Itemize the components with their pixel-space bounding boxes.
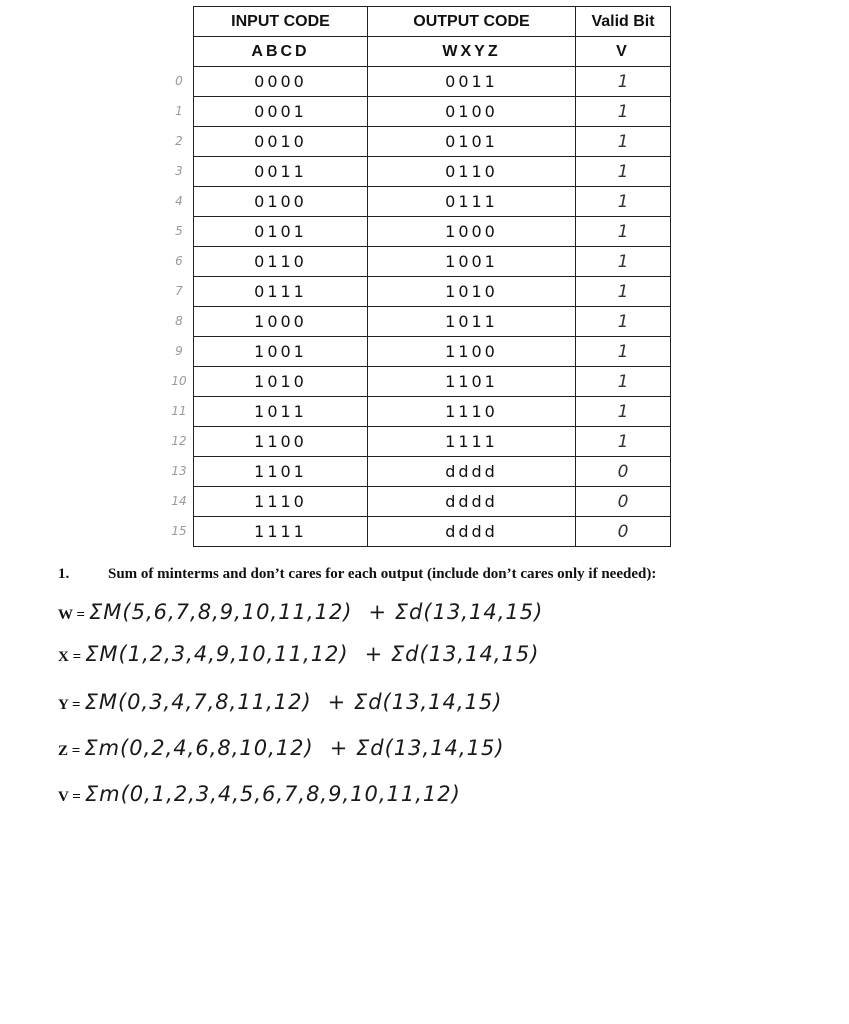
question-1 [58, 566, 656, 583]
equation-minterms: Σm(0,2,4,6,8,10,12) [84, 736, 314, 760]
equation-line [58, 736, 505, 760]
input-code-cell: 0111 [194, 277, 368, 307]
row-index-annotation: 7 [175, 284, 183, 298]
table-row [194, 187, 671, 217]
valid-bit-cell: 1 [576, 187, 671, 217]
equation-dont-cares: + Σd(13,14,15) [368, 600, 544, 624]
row-index-annotation: 10 [171, 374, 187, 388]
input-code-cell: 0000 [194, 67, 368, 97]
valid-bit-cell: 1 [576, 67, 671, 97]
input-variables-header: ABCD [194, 37, 368, 67]
equation-label: Z = [58, 743, 81, 759]
output-code-cell: 1010 [368, 277, 576, 307]
valid-bit-cell: 1 [576, 307, 671, 337]
table-row [194, 367, 671, 397]
input-code-cell: 1000 [194, 307, 368, 337]
equation-dont-cares: + Σd(13,14,15) [364, 642, 540, 666]
output-variables-header: WXYZ [368, 37, 576, 67]
row-index-annotation: 13 [171, 464, 187, 478]
table-row [194, 157, 671, 187]
table-row [194, 97, 671, 127]
table-row [194, 337, 671, 367]
equation-line [58, 642, 539, 666]
output-code-cell: 1100 [368, 337, 576, 367]
truth-table [193, 6, 671, 547]
valid-bit-header: Valid Bit [576, 7, 671, 37]
equation-label: W = [58, 607, 86, 623]
question-text: Sum of minterms and don’t cares for each output (include don’t cares only if needed): [108, 566, 657, 582]
output-code-cell: 0111 [368, 187, 576, 217]
output-code-cell: dddd [368, 517, 576, 547]
valid-bit-cell: 0 [576, 487, 671, 517]
output-code-cell: 0110 [368, 157, 576, 187]
equation-dont-cares: + Σd(13,14,15) [329, 736, 505, 760]
valid-bit-cell: 1 [576, 217, 671, 247]
table-row [194, 127, 671, 157]
valid-bit-cell: 1 [576, 157, 671, 187]
valid-bit-cell: 1 [576, 427, 671, 457]
valid-bit-cell: 1 [576, 247, 671, 277]
equation-dont-cares: + Σd(13,14,15) [327, 690, 503, 714]
table-row [194, 517, 671, 547]
equation-minterms: ΣM(0,3,4,7,8,11,12) [84, 690, 312, 714]
valid-bit-cell: 0 [576, 457, 671, 487]
output-code-cell: 1011 [368, 307, 576, 337]
valid-bit-cell: 1 [576, 337, 671, 367]
equation-label: X = [58, 649, 82, 665]
table-row [194, 487, 671, 517]
table-row [194, 307, 671, 337]
valid-bit-cell: 1 [576, 277, 671, 307]
row-index-annotation: 11 [171, 404, 187, 418]
table-row [194, 427, 671, 457]
equation-label: V = [58, 789, 81, 805]
question-number: 1. [58, 566, 70, 582]
input-code-cell: 1001 [194, 337, 368, 367]
equation-line [58, 690, 502, 714]
row-index-annotation: 15 [171, 524, 187, 538]
input-code-cell: 0101 [194, 217, 368, 247]
row-index-annotation: 6 [175, 254, 183, 268]
valid-bit-cell: 0 [576, 517, 671, 547]
row-index-annotation: 9 [175, 344, 183, 358]
equation-minterms: ΣM(5,6,7,8,9,10,11,12) [89, 600, 353, 624]
row-index-annotation: 4 [175, 194, 183, 208]
input-code-cell: 1011 [194, 397, 368, 427]
valid-bit-cell: 1 [576, 397, 671, 427]
input-code-cell: 0001 [194, 97, 368, 127]
output-code-cell: 1001 [368, 247, 576, 277]
valid-bit-cell: 1 [576, 367, 671, 397]
equation-label: Y = [58, 697, 81, 713]
input-code-cell: 0010 [194, 127, 368, 157]
table-row [194, 277, 671, 307]
row-index-annotation: 5 [175, 224, 183, 238]
output-code-cell: 1101 [368, 367, 576, 397]
output-code-cell: dddd [368, 457, 576, 487]
equation-minterms: Σm(0,1,2,3,4,5,6,7,8,9,10,11,12) [84, 782, 461, 806]
output-code-header: OUTPUT CODE [368, 7, 576, 37]
output-code-cell: 0100 [368, 97, 576, 127]
row-index-annotation: 2 [175, 134, 183, 148]
truth-table-body [194, 67, 671, 547]
output-code-cell: dddd [368, 487, 576, 517]
valid-bit-cell: 1 [576, 97, 671, 127]
output-code-cell: 1000 [368, 217, 576, 247]
input-code-header: INPUT CODE [194, 7, 368, 37]
subheader-row [194, 37, 671, 67]
input-code-cell: 1111 [194, 517, 368, 547]
input-code-cell: 1100 [194, 427, 368, 457]
header-row [194, 7, 671, 37]
output-code-cell: 0101 [368, 127, 576, 157]
output-code-cell: 1110 [368, 397, 576, 427]
row-index-annotation: 8 [175, 314, 183, 328]
row-index-annotation: 0 [175, 74, 183, 88]
row-index-annotation: 14 [171, 494, 187, 508]
row-index-annotation: 12 [171, 434, 187, 448]
table-row [194, 217, 671, 247]
row-index-annotation: 1 [175, 104, 183, 118]
input-code-cell: 1110 [194, 487, 368, 517]
output-code-cell: 0011 [368, 67, 576, 97]
equation-line [58, 600, 543, 624]
equation-minterms: ΣM(1,2,3,4,9,10,11,12) [85, 642, 349, 666]
valid-variable-header: V [576, 37, 671, 67]
input-code-cell: 1010 [194, 367, 368, 397]
input-code-cell: 0011 [194, 157, 368, 187]
table-row [194, 67, 671, 97]
equation-line [58, 782, 461, 806]
row-index-annotation: 3 [175, 164, 183, 178]
table-row [194, 247, 671, 277]
input-code-cell: 1101 [194, 457, 368, 487]
valid-bit-cell: 1 [576, 127, 671, 157]
output-code-cell: 1111 [368, 427, 576, 457]
table-row [194, 457, 671, 487]
table-row [194, 397, 671, 427]
input-code-cell: 0100 [194, 187, 368, 217]
input-code-cell: 0110 [194, 247, 368, 277]
